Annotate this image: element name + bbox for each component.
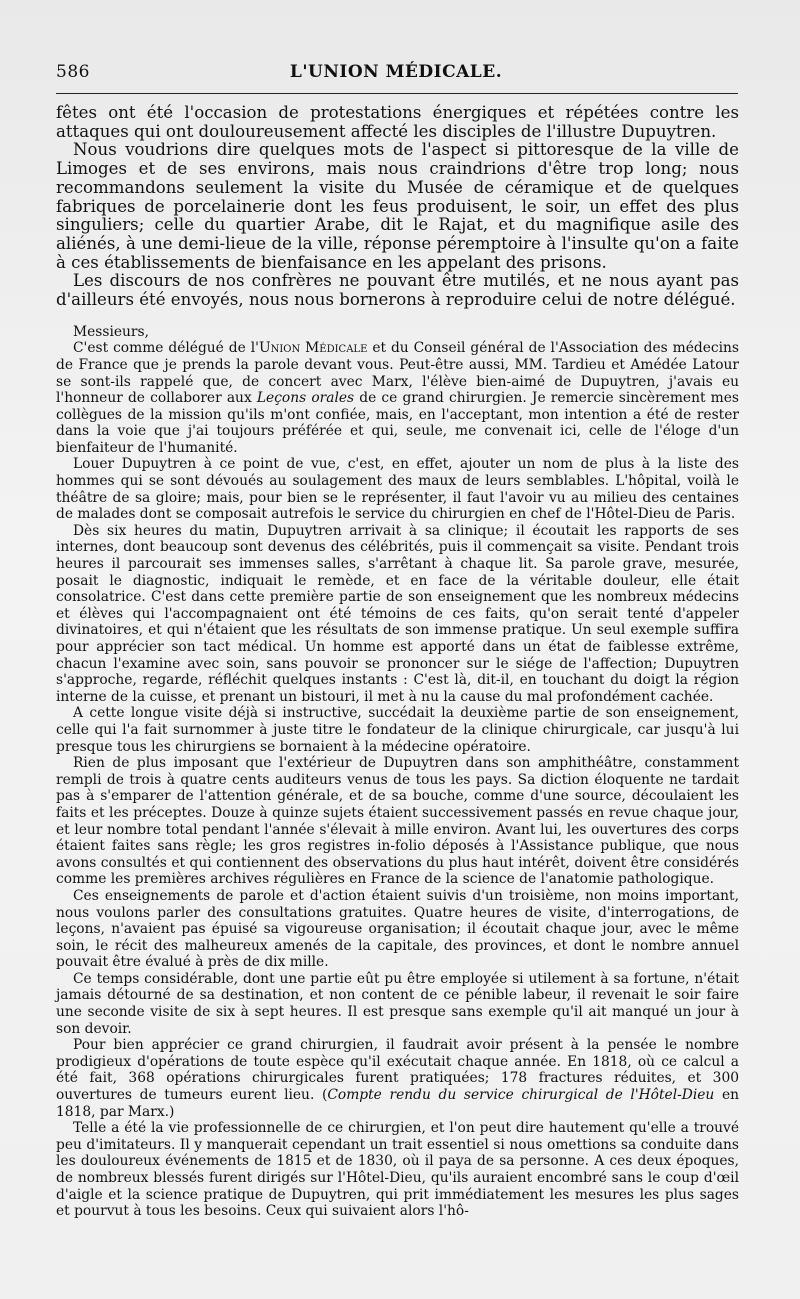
speech-paragraph [56,1037,739,1120]
intro-paragraph: Les discours de nos confrères ne pouvant être mutilés, et ne nous ayant pas d'ailleurs été envoyés, nous nous bornerons à reproduire celui de notre délégué. [56,271,739,310]
speech-paragraph: Louer Dupuytren à ce point de vue, c'est, en effet, ajouter un nom de plus à la liste des hommes qui se sont dévoués au soulagement des maux de leurs semblables. L'hôpital, voilà le théâtre de sa gloire; mais, pour bien se le représenter, il faut l'avoir vu au milieu des centaines de malades dont se composait autrefois le service du chirurgien en chef de l'Hôtel-Dieu de Paris. [56,456,739,523]
speech-paragraph: Dès six heures du matin, Dupuytren arrivait à sa clinique; il écoutait les rapports de ses internes, dont beaucoup sont devenus des célébrités, puis il commençait sa visite. Pendant trois heures il parcourait ses immenses salles, s'arrêtant à chaque lit. Sa parole grave, mesurée, posait le diagnostic, indiquait le remède, et en face de la véritable douleur, elle était consolatrice. C'est dans cette première partie de son enseignement que les nombreux médecins et élèves qui l'accompagnaient ont été témoins de ces faits, qu'on serait tenté d'appeler divinatoires, et qui n'étaient que les résultats de son immense pratique. Un seul exemple suffira pour apprécier son tact médical. Un homme est apporté dans un état de faiblesse extrême, chacun l'examine avec soin, sans pouvoir se prononcer sur le siége de l'affection; Dupuytren s'approche, regarde, réfléchit quelques instants : C'est là, dit-il, en touchant du doigt la région interne de la cuisse, et prenant un bistouri, il met à nu la cause du mal profondément cachée. [56,522,739,705]
text-run: en 1818, par Marx.) [56,1087,739,1120]
speech-paragraph [56,340,739,456]
speech-paragraph: Ce temps considérable, dont une partie eût pu être employée si utilement à sa fortune, n'était jamais détourné de sa destination, et non content de ce pénible labeur, il revenait le soir faire une seconde visite de six à sept heures. Il est presque sans exemple qu'il ait manqué un jour à son devoir. [56,970,739,1037]
speech-paragraph: Telle a été la vie professionnelle de ce chirurgien, et l'on peut dire hautement qu'elle a trouvé peu d'imitateurs. Il y manquerait cependant un trait essentiel si nous omettions sa conduite dans les douloureux événements de 1815 et de 1830, où il paya de sa personne. A ces deux époques, de nombreux blessés furent dirigés sur l'Hôtel-Dieu, qu'ils auraient encombré sans le coup d'œil d'aigle et la science pratique de Dupuytren, qui prit immédiatement les mesures les plus sages et pourvut à tous les besoins. Ceux qui suivaient alors l'hô- [56,1120,739,1220]
intro-paragraph: fêtes ont été l'occasion de protestations énergiques et répétées contre les attaques qui ont douloureusement affecté les disciples de l'illustre Dupuytren. [56,103,739,141]
salutation: Messieurs, [73,323,149,340]
page-header [56,58,736,88]
text-run: de ce grand chirurgien. Je remercie sincèrement mes collègues de la mission qu'ils m'ont confiée, mais, en l'acceptant, mon intention a été de rester dans la voie que j'ai toujours préférée et qui, seule, me convenait ici, celle de l'éloge d'un bienfaiteur de l'humanité. [56,390,739,456]
text-run: et du Conseil général de l'Association des médecins de France que je prends la parole devant vous. Peut-être aussi, MM. Tardieu et Amédée Latour se sont-ils rappelé que, de concert avec Marx, l'élève bien-aimé de Dupuytren, j'avais eu l'honneur de collaborer aux [56,340,740,407]
text-run: Pour bien apprécier ce grand chirurgien, il faudrait avoir présent à la pensée le nombre prodigieux d'opérations de toute espèce qu'il exécutait chaque année. En 1818, où ce calcul a été fait, 368 opérations chirurgicales furent pratiquées; 178 fractures réduites, et 300 ouvertures de tumeurs eurent lieu. ( [56,1037,739,1104]
intro-section [56,104,739,310]
page-body [56,104,739,1220]
speech-paragraph: Ces enseignements de parole et d'action étaient suivis d'un troisième, non moins important, nous voulons parler des consultations gratuites. Quatre heures de visite, d'interrogations, de leçons, n'avaient pas épuisé sa vigoureuse organisation; il écoutait chaque jour, avec le même soin, le récit des malheureux amenés de la capitale, des provinces, et dont le nombre annuel pouvait être évalué à près de dix mille. [56,887,739,971]
speech-paragraph: Rien de plus imposant que l'extérieur de Dupuytren dans son amphithéâtre, constamment rempli de trois à quatre cents auditeurs venus de tous les pays. Sa diction éloquente ne tardait pas à s'emparer de l'attention générale, et de sa bouche, comme d'une source, découlaient les faits et les préceptes. Douze à quinze sujets étaient successivement passés en revue chaque jour, et leur nombre total pendant l'année s'élevait à mille environ. Avant lui, les ouvertures des corps étaient faites sans règle; les gros registres in-folio déposés à l'Assistance publique, que nous avons consultés et qui contiennent des observations du plus haut intérêt, doivent être considérés comme les premières archives régulières en France de la science de l'anatomie pathologique. [56,755,739,888]
speech-section [56,324,739,1220]
header-rule [56,93,738,94]
journal-name: Union Médicale [258,340,368,357]
page-number: 586 [56,62,90,82]
intro-paragraph: Nous voudrions dire quelques mots de l'aspect si pittoresque de la ville de Limoges et de ses environs, mais nous craindrions d'être trop long; nous recommandons seulement la visite du Musée de céramique et de quelques fabriques de porcelainerie dont les feus produisent, le soir, un effet des plus singuliers; celle du quartier Arabe, dit le Rajat, et du magnifique asile des aliénés, à une demi-lieue de la ville, réponse péremptoire à l'insulte qu'on a faite à ces établissements de bienfaisance en les appelant des prisons. [56,140,739,272]
report-title: Compte rendu du service chirurgical de l'Hôtel-Dieu [327,1087,715,1104]
text-run: C'est comme délégué de l' [73,340,259,357]
book-title: Leçons orales [256,390,355,407]
running-title: L'UNION MÉDICALE. [289,62,503,82]
speech-paragraph: A cette longue visite déjà si instructive, succédait la deuxième partie de son enseignement, celle qui l'a fait surnommer à juste titre le fondateur de la clinique chirurgicale, car jusqu'à lui presque tous les chirurgiens se bornaient à la médecine opératoire. [56,705,739,755]
